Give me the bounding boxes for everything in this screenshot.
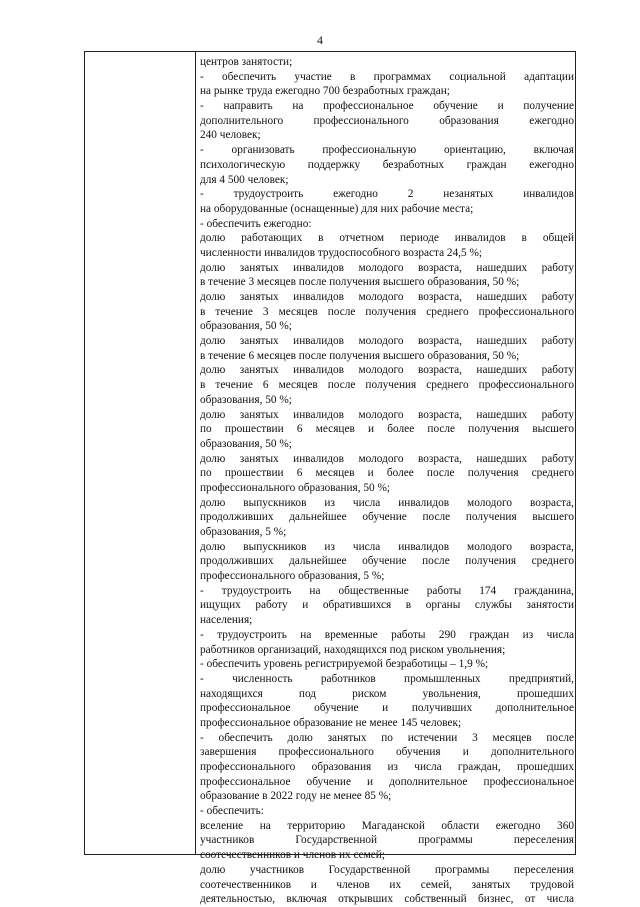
text-line: профессионального образования, 5 %; [200,570,385,583]
text-line: численности инвалидов трудоспособного возраста 24,5 %; [200,246,483,259]
text-line: долю работающих в отчетном периоде инвалидов в общей [200,232,574,245]
text-line: для 4 500 человек; [200,173,289,186]
text-line: образование в 2022 году не менее 85 %; [200,790,392,803]
text-line: - численность работников промышленных предприятий, [200,672,574,685]
text-line: образования, 5 %; [200,526,287,538]
text-line: психологическую поддержку безработных граждан ежегодно [200,158,574,171]
text-line: профессиональное обучение и получивших дополнительное [200,702,574,715]
text-cell [200,55,574,907]
text-line: профессиональное образование не менее 145 человек; [200,716,462,729]
text-line: в течение 6 месяцев после получения среднего профессионального [200,379,574,392]
text-line: долю выпускников из числа инвалидов молодого возраста, [200,540,574,553]
text-line: образования, 50 %; [200,393,292,406]
text-line: на оборудованные (оснащенные) для них рабочие места; [200,202,474,215]
text-line: долю занятых инвалидов молодого возраста, нашедших работу [200,408,574,421]
text-line: - направить на профессиональное обучение и получение [200,100,574,113]
text-line: продолживших дальнейшее обучение после получения среднего [200,555,574,568]
text-line: - обеспечить: [200,805,264,818]
text-line: в течение 3 месяцев после получения высшего образования, 50 %; [200,276,520,289]
text-line: завершения профессионального обучения и дополнительного [200,746,574,759]
text-line: по прошествии 6 месяцев и более после получения высшего [200,423,574,436]
text-line: долю занятых инвалидов молодого возраста, нашедших работу [200,261,574,274]
text-line: находящихся под риском увольнения, прошедших [200,687,574,700]
text-line: продолживших дальнейшее обучение после получения высшего [200,511,574,524]
text-line: ищущих работу и обратившихся в органы службы занятости [200,599,574,612]
text-line: - обеспечить долю занятых по истечении 3 месяцев после [200,731,574,744]
text-line: соотечественников и членов их семей; [200,849,385,862]
page-number: 4 [317,33,323,47]
text-line: долю участников Государственной программы переселения [200,863,574,876]
text-line: профессионального образования, 50 %; [200,481,391,494]
text-line: долю занятых инвалидов молодого возраста, нашедших работу [200,335,574,348]
text-line: профессиональное обучение и дополнительное профессиональное [200,775,574,788]
text-line: в течение 6 месяцев после получения высшего образования, 50 %; [200,349,520,362]
text-line: центров занятости; [200,56,293,68]
text-line: соотечественников и членов их семей, занятых трудовой [200,878,574,891]
text-line: долю занятых инвалидов молодого возраста, нашедших работу [200,452,574,465]
text-line: - обеспечить уровень регистрируемой безработицы – 1,9 %; [200,658,489,671]
text-line: долю занятых инвалидов молодого возраста, нашедших работу [200,364,574,377]
text-line: - обеспечить ежегодно: [200,217,312,230]
text-line: долю выпускников из числа инвалидов молодого возраста, [200,496,574,509]
document-table [84,51,576,906]
text-line: образования, 50 %; [200,320,292,333]
text-line: долю занятых инвалидов молодого возраста, нашедших работу [200,291,574,303]
text-line: населения; [200,614,253,627]
text-line: деятельностью, включая открывших собственный бизнес, от числа [200,893,574,906]
column-divider [195,52,196,854]
text-line: вселение на территорию Магаданской области ежегодно 360 [200,819,574,832]
text-line: 240 человек; [200,129,261,142]
text-line: образования, 50 %; [200,437,292,450]
text-line: работников организаций, находящихся под риском увольнения; [200,643,506,656]
text-line: дополнительного профессионального образования ежегодно [200,114,574,127]
text-line: в течение 3 месяцев после получения среднего профессионального [200,305,574,318]
text-line: - организовать профессиональную ориентацию, включая [200,144,574,157]
text-line: профессионального образования из числа граждан, прошедших [200,761,574,773]
text-line: - обеспечить участие в программах социальной адаптации [200,70,574,83]
text-line: - трудоустроить на временные работы 290 граждан из числа [200,628,574,641]
text-line: участников Государственной программы переселения [200,834,574,847]
text-line: - трудоустроить на общественные работы 174 гражданина, [200,584,574,597]
text-line: по прошествии 6 месяцев и более после получения среднего [200,467,574,480]
text-line: - трудоустроить ежегодно 2 незанятых инвалидов [200,188,574,201]
text-line: на рынке труда ежегодно 700 безработных граждан; [200,85,450,98]
